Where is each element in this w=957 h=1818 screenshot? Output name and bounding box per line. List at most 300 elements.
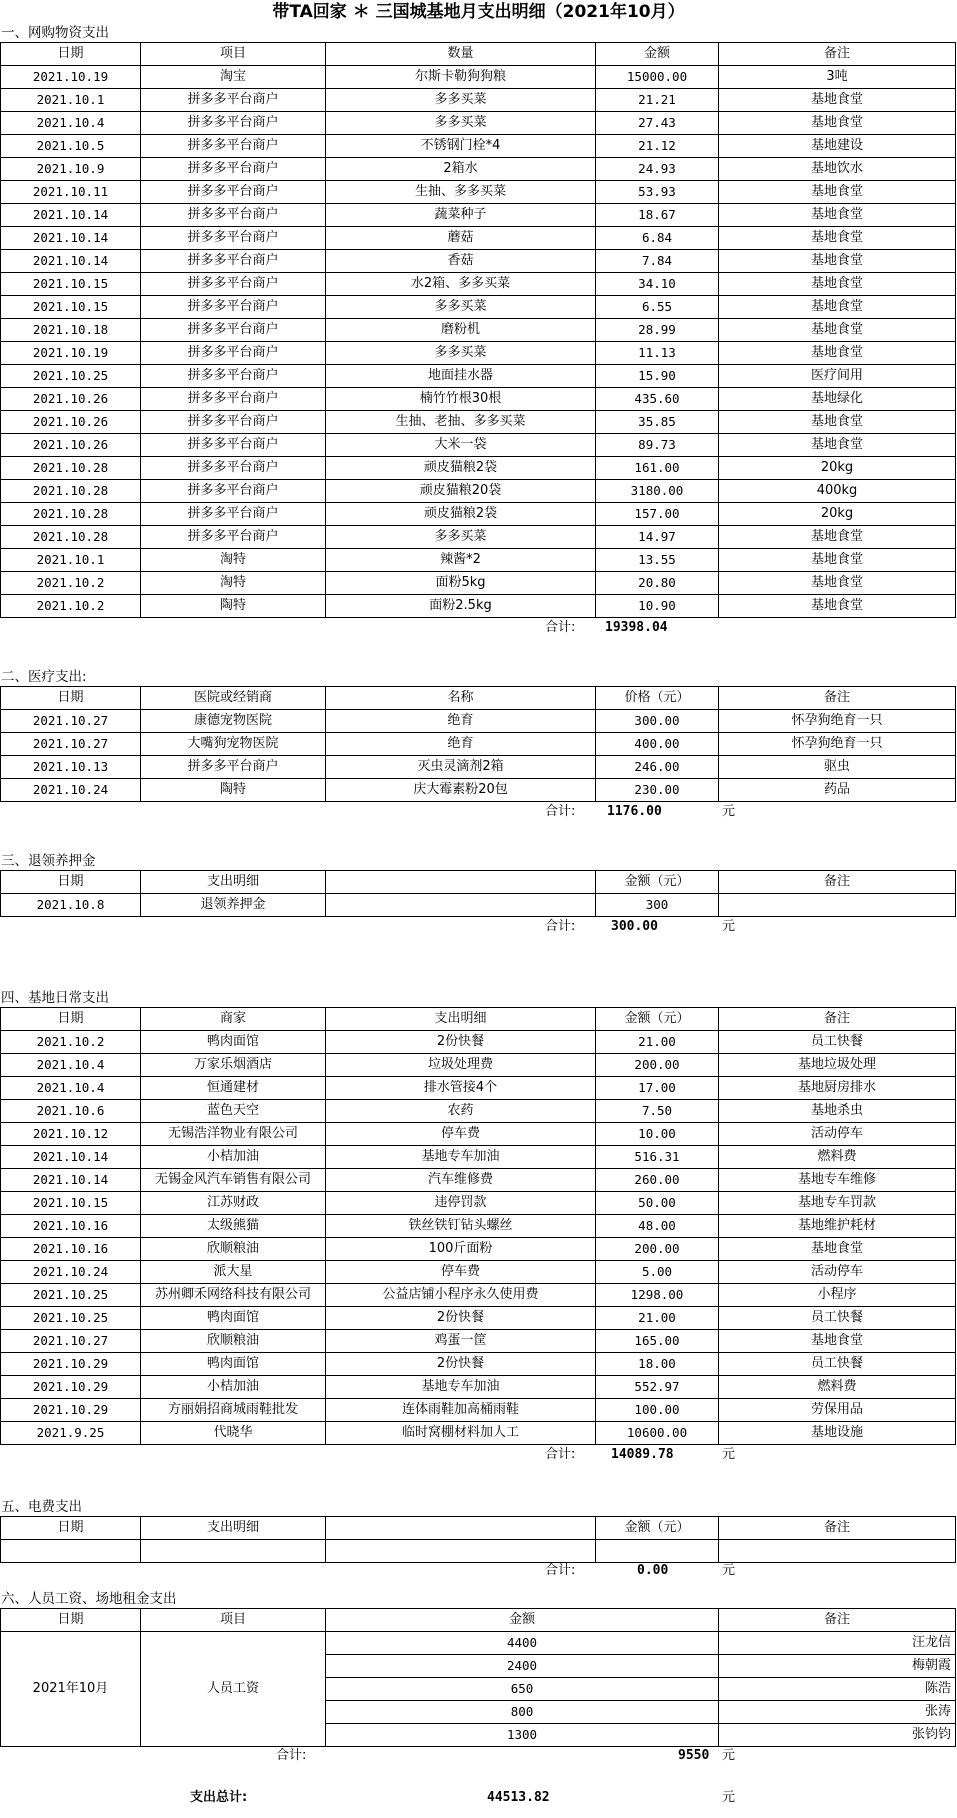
date-cell: 2021.10.27 [1, 733, 141, 756]
column-header: 日期 [1, 1517, 141, 1540]
detail-cell: 绝育 [326, 710, 596, 733]
column-header: 项目 [141, 43, 326, 66]
amount-cell: 161.00 [596, 457, 719, 480]
amount-cell: 10.90 [596, 595, 719, 618]
vendor-cell: 淘特 [141, 549, 326, 572]
amount-cell: 10600.00 [596, 1422, 719, 1445]
sec2-total-unit: 元 [722, 804, 736, 819]
note-cell: 基地绿化 [719, 388, 956, 411]
vendor-cell: 拼多多平台商户 [141, 273, 326, 296]
detail-cell: 基地专车加油 [326, 1376, 596, 1399]
note-cell: 基地食堂 [719, 319, 956, 342]
detail-cell: 2份快餐 [326, 1307, 596, 1330]
table-row [1, 1353, 956, 1376]
column-header: 日期 [1, 43, 141, 66]
header-row [1, 687, 956, 710]
table-row [1, 250, 956, 273]
date-cell: 2021.10.14 [1, 1146, 141, 1169]
detail-cell: 尔斯卡勒狗狗粮 [326, 66, 596, 89]
vendor-cell: 拼多多平台商户 [141, 756, 326, 779]
table-row [1, 503, 956, 526]
date-cell: 2021.10.2 [1, 572, 141, 595]
vendor-cell: 恒通建材 [141, 1077, 326, 1100]
table-row [1, 1192, 956, 1215]
detail-cell: 面粉5kg [326, 572, 596, 595]
table-row [1, 388, 956, 411]
detail-cell: 水2箱、多多买菜 [326, 273, 596, 296]
detail-cell: 多多买菜 [326, 89, 596, 112]
amount-cell: 165.00 [596, 1330, 719, 1353]
vendor-cell [141, 1540, 326, 1563]
header-row [1, 1517, 956, 1540]
vendor-cell: 拼多多平台商户 [141, 158, 326, 181]
amount-cell: 4400 [326, 1632, 719, 1655]
table-row [1, 1169, 956, 1192]
amount-cell: 200.00 [596, 1238, 719, 1261]
grand-total-label: 支出总计: [190, 1790, 248, 1805]
vendor-cell: 蓝色天空 [141, 1100, 326, 1123]
note-cell: 药品 [719, 779, 956, 802]
note-cell: 梅朝霞 [719, 1655, 956, 1678]
note-cell: 员工快餐 [719, 1353, 956, 1376]
amount-cell: 10.00 [596, 1123, 719, 1146]
vendor-cell: 拼多多平台商户 [141, 526, 326, 549]
detail-cell: 辣酱*2 [326, 549, 596, 572]
sec6-total-unit: 元 [722, 1748, 736, 1763]
note-cell: 基地维护耗材 [719, 1215, 956, 1238]
table-row [1, 227, 956, 250]
date-cell: 2021.10.27 [1, 710, 141, 733]
amount-cell: 1298.00 [596, 1284, 719, 1307]
sec6-total-value: 9550 [678, 1748, 710, 1763]
vendor-cell: 苏州卿禾网络科技有限公司 [141, 1284, 326, 1307]
vendor-cell: 陶特 [141, 595, 326, 618]
wages-rent-table [0, 1608, 956, 1747]
date-cell: 2021.10.15 [1, 1192, 141, 1215]
header-row [1, 1609, 956, 1632]
column-header: 日期 [1, 687, 141, 710]
amount-cell: 6.55 [596, 296, 719, 319]
table-row [1, 1054, 956, 1077]
detail-cell: 生抽、老抽、多多买菜 [326, 411, 596, 434]
date-cell: 2021.10.28 [1, 480, 141, 503]
detail-cell: 汽车维修费 [326, 1169, 596, 1192]
sec1-total-value: 19398.04 [605, 620, 668, 635]
column-header: 备注 [719, 1609, 956, 1632]
section-heading-wages-rent: 六、人员工资、场地租金支出 [1, 1591, 177, 1607]
date-cell: 2021.10.13 [1, 756, 141, 779]
date-cell: 2021.10.18 [1, 319, 141, 342]
detail-cell: 不锈钢门栓*4 [326, 135, 596, 158]
amount-cell: 35.85 [596, 411, 719, 434]
detail-cell: 公益店铺小程序永久使用费 [326, 1284, 596, 1307]
date-cell: 2021.9.25 [1, 1422, 141, 1445]
table-row [1, 1261, 956, 1284]
detail-cell: 磨粉机 [326, 319, 596, 342]
amount-cell: 28.99 [596, 319, 719, 342]
date-cell: 2021.10.19 [1, 342, 141, 365]
note-cell: 基地食堂 [719, 89, 956, 112]
vendor-cell: 拼多多平台商户 [141, 296, 326, 319]
note-cell: 3吨 [719, 66, 956, 89]
detail-cell: 多多买菜 [326, 296, 596, 319]
column-header: 备注 [719, 43, 956, 66]
date-cell: 2021.10.28 [1, 526, 141, 549]
amount-cell: 2400 [326, 1655, 719, 1678]
table-row [1, 1031, 956, 1054]
note-cell: 基地食堂 [719, 411, 956, 434]
date-cell: 2021.10.1 [1, 89, 141, 112]
note-cell: 基地食堂 [719, 572, 956, 595]
sec4-total-label: 合计: [545, 1447, 576, 1462]
column-header [326, 871, 596, 894]
note-cell: 活动停车 [719, 1261, 956, 1284]
date-cell: 2021.10.14 [1, 250, 141, 273]
note-cell: 医疗间用 [719, 365, 956, 388]
detail-cell: 面粉2.5kg [326, 595, 596, 618]
note-cell: 基地食堂 [719, 296, 956, 319]
detail-cell: 香菇 [326, 250, 596, 273]
section-heading-deposit-refund: 三、退领养押金 [1, 853, 96, 869]
amount-cell: 34.10 [596, 273, 719, 296]
date-cell: 2021.10.9 [1, 158, 141, 181]
vendor-cell: 拼多多平台商户 [141, 365, 326, 388]
amount-cell: 7.50 [596, 1100, 719, 1123]
note-cell: 基地建设 [719, 135, 956, 158]
table-row [1, 1632, 956, 1655]
detail-cell: 违停罚款 [326, 1192, 596, 1215]
note-cell: 基地食堂 [719, 1330, 956, 1353]
amount-cell: 200.00 [596, 1054, 719, 1077]
detail-cell: 灭虫灵滴剂2箱 [326, 756, 596, 779]
sec1-total-label: 合计: [545, 620, 576, 635]
column-header: 商家 [141, 1008, 326, 1031]
detail-cell: 鸡蛋一筐 [326, 1330, 596, 1353]
note-cell: 怀孕狗绝育一只 [719, 710, 956, 733]
note-cell: 基地食堂 [719, 595, 956, 618]
date-cell: 2021.10.27 [1, 1330, 141, 1353]
column-header: 日期 [1, 871, 141, 894]
note-cell: 基地食堂 [719, 526, 956, 549]
date-cell: 2021.10.11 [1, 181, 141, 204]
date-cell: 2021.10.12 [1, 1123, 141, 1146]
table-row [1, 1238, 956, 1261]
table-row [1, 319, 956, 342]
date-cell: 2021.10.6 [1, 1100, 141, 1123]
detail-cell: 多多买菜 [326, 342, 596, 365]
note-cell: 张钧钧 [719, 1724, 956, 1747]
item-cell: 人员工资 [141, 1632, 326, 1747]
detail-cell: 多多买菜 [326, 112, 596, 135]
table-row [1, 756, 956, 779]
note-cell: 员工快餐 [719, 1031, 956, 1054]
vendor-cell: 欣顺粮油 [141, 1330, 326, 1353]
medical-table [0, 686, 956, 802]
detail-cell: 停车费 [326, 1123, 596, 1146]
amount-cell: 48.00 [596, 1215, 719, 1238]
vendor-cell: 小桔加油 [141, 1146, 326, 1169]
date-cell: 2021.10.25 [1, 365, 141, 388]
header-row [1, 1008, 956, 1031]
date-cell: 2021.10.15 [1, 273, 141, 296]
amount-cell: 15000.00 [596, 66, 719, 89]
date-cell: 2021.10.29 [1, 1399, 141, 1422]
note-cell: 20kg [719, 457, 956, 480]
amount-cell: 435.60 [596, 388, 719, 411]
amount-cell: 21.00 [596, 1031, 719, 1054]
column-header: 支出明细 [141, 871, 326, 894]
date-cell [1, 1540, 141, 1563]
vendor-cell: 拼多多平台商户 [141, 434, 326, 457]
note-cell: 驱虫 [719, 756, 956, 779]
date-cell: 2021.10.14 [1, 204, 141, 227]
detail-cell: 100斤面粉 [326, 1238, 596, 1261]
date-cell: 2021.10.16 [1, 1215, 141, 1238]
table-row [1, 112, 956, 135]
vendor-cell: 无锡浩洋物业有限公司 [141, 1123, 326, 1146]
date-cell: 2021.10.28 [1, 503, 141, 526]
table-row [1, 1215, 956, 1238]
table-row [1, 1376, 956, 1399]
date-cell: 2021.10.29 [1, 1376, 141, 1399]
vendor-cell: 拼多多平台商户 [141, 319, 326, 342]
table-row [1, 135, 956, 158]
amount-cell: 100.00 [596, 1399, 719, 1422]
column-header: 备注 [719, 1517, 956, 1540]
detail-cell: 绝育 [326, 733, 596, 756]
amount-cell: 24.93 [596, 158, 719, 181]
amount-cell: 300.00 [596, 710, 719, 733]
note-cell: 张涛 [719, 1701, 956, 1724]
date-cell: 2021.10.4 [1, 1054, 141, 1077]
amount-cell: 21.00 [596, 1307, 719, 1330]
column-header: 日期 [1, 1008, 141, 1031]
table-row [1, 1077, 956, 1100]
column-header: 日期 [1, 1609, 141, 1632]
table-row [1, 779, 956, 802]
table-row [1, 549, 956, 572]
column-header: 金额（元） [596, 871, 719, 894]
note-cell: 基地食堂 [719, 250, 956, 273]
online-purchases-table [0, 42, 956, 618]
table-row [1, 1330, 956, 1353]
date-cell: 2021.10.15 [1, 296, 141, 319]
vendor-cell: 拼多多平台商户 [141, 342, 326, 365]
table-row [1, 1123, 956, 1146]
note-cell: 400kg [719, 480, 956, 503]
amount-cell: 650 [326, 1678, 719, 1701]
amount-cell: 516.31 [596, 1146, 719, 1169]
note-cell: 小程序 [719, 1284, 956, 1307]
amount-cell: 157.00 [596, 503, 719, 526]
date-cell: 2021.10.4 [1, 1077, 141, 1100]
table-row [1, 434, 956, 457]
vendor-cell: 拼多多平台商户 [141, 227, 326, 250]
amount-cell: 18.00 [596, 1353, 719, 1376]
detail-cell: 排水管接4个 [326, 1077, 596, 1100]
column-header: 备注 [719, 687, 956, 710]
column-header [326, 1517, 596, 1540]
detail-cell [326, 894, 596, 917]
table-row [1, 181, 956, 204]
vendor-cell: 陶特 [141, 779, 326, 802]
detail-cell: 大米一袋 [326, 434, 596, 457]
sec4-total-unit: 元 [722, 1447, 736, 1462]
vendor-cell: 方丽娟招商城雨鞋批发 [141, 1399, 326, 1422]
detail-cell: 基地专车加油 [326, 1146, 596, 1169]
table-row [1, 1146, 956, 1169]
sec5-total-unit: 元 [722, 1563, 736, 1578]
table-row [1, 158, 956, 181]
vendor-cell: 太级熊猫 [141, 1215, 326, 1238]
table-row [1, 894, 956, 917]
date-cell: 2021.10.25 [1, 1307, 141, 1330]
amount-cell: 1300 [326, 1724, 719, 1747]
table-row [1, 1100, 956, 1123]
note-cell: 怀孕狗绝育一只 [719, 733, 956, 756]
table-row [1, 273, 956, 296]
electricity-table [0, 1516, 956, 1563]
note-cell: 基地专车维修 [719, 1169, 956, 1192]
date-cell: 2021年10月 [1, 1632, 141, 1747]
detail-cell: 顽皮猫粮2袋 [326, 457, 596, 480]
date-cell: 2021.10.14 [1, 227, 141, 250]
amount-cell: 15.90 [596, 365, 719, 388]
vendor-cell: 拼多多平台商户 [141, 135, 326, 158]
amount-cell: 89.73 [596, 434, 719, 457]
note-cell: 基地设施 [719, 1422, 956, 1445]
grand-total-unit: 元 [722, 1790, 736, 1805]
table-row [1, 365, 956, 388]
amount-cell: 260.00 [596, 1169, 719, 1192]
table-row [1, 480, 956, 503]
vendor-cell: 退领养押金 [141, 894, 326, 917]
vendor-cell: 鸭肉面馆 [141, 1031, 326, 1054]
amount-cell: 5.00 [596, 1261, 719, 1284]
detail-cell: 蔬菜种子 [326, 204, 596, 227]
note-cell: 基地厨房排水 [719, 1077, 956, 1100]
amount-cell: 27.43 [596, 112, 719, 135]
date-cell: 2021.10.28 [1, 457, 141, 480]
sec6-total-label: 合计: [276, 1748, 307, 1763]
detail-cell: 地面挂水器 [326, 365, 596, 388]
note-cell: 基地食堂 [719, 273, 956, 296]
column-header: 备注 [719, 1008, 956, 1031]
vendor-cell: 大嘴狗宠物医院 [141, 733, 326, 756]
amount-cell: 400.00 [596, 733, 719, 756]
detail-cell: 2份快餐 [326, 1353, 596, 1376]
detail-cell: 垃圾处理费 [326, 1054, 596, 1077]
detail-cell: 生抽、多多买菜 [326, 181, 596, 204]
vendor-cell: 拼多多平台商户 [141, 112, 326, 135]
vendor-cell: 鸭肉面馆 [141, 1353, 326, 1376]
date-cell: 2021.10.19 [1, 66, 141, 89]
amount-cell: 11.13 [596, 342, 719, 365]
amount-cell: 14.97 [596, 526, 719, 549]
vendor-cell: 鸭肉面馆 [141, 1307, 326, 1330]
note-cell: 基地饮水 [719, 158, 956, 181]
table-row [1, 66, 956, 89]
note-cell: 基地食堂 [719, 181, 956, 204]
table-row [1, 595, 956, 618]
detail-cell: 顽皮猫粮20袋 [326, 480, 596, 503]
column-header: 金额 [596, 43, 719, 66]
note-cell: 基地食堂 [719, 549, 956, 572]
note-cell: 基地食堂 [719, 204, 956, 227]
note-cell [719, 1540, 956, 1563]
vendor-cell: 淘特 [141, 572, 326, 595]
date-cell: 2021.10.24 [1, 779, 141, 802]
vendor-cell: 拼多多平台商户 [141, 480, 326, 503]
daily-expenses-table [0, 1007, 956, 1445]
table-row [1, 342, 956, 365]
date-cell: 2021.10.16 [1, 1238, 141, 1261]
note-cell: 20kg [719, 503, 956, 526]
table-row [1, 89, 956, 112]
note-cell: 活动停车 [719, 1123, 956, 1146]
sec3-total-unit: 元 [722, 919, 736, 934]
date-cell: 2021.10.26 [1, 411, 141, 434]
date-cell: 2021.10.2 [1, 595, 141, 618]
amount-cell: 21.12 [596, 135, 719, 158]
date-cell: 2021.10.2 [1, 1031, 141, 1054]
note-cell: 基地食堂 [719, 342, 956, 365]
date-cell: 2021.10.24 [1, 1261, 141, 1284]
section-heading-electricity: 五、电费支出 [1, 1499, 82, 1515]
vendor-cell: 欣顺粮油 [141, 1238, 326, 1261]
vendor-cell: 拼多多平台商户 [141, 204, 326, 227]
sec4-total-value: 14089.78 [611, 1447, 674, 1462]
detail-cell: 铁丝铁钉钻头螺丝 [326, 1215, 596, 1238]
section-heading-online-purchases: 一、网购物资支出 [1, 25, 109, 41]
note-cell: 员工快餐 [719, 1307, 956, 1330]
column-header: 支出明细 [326, 1008, 596, 1031]
note-cell [719, 894, 956, 917]
table-row [1, 296, 956, 319]
vendor-cell: 拼多多平台商户 [141, 89, 326, 112]
note-cell: 基地杀虫 [719, 1100, 956, 1123]
table-row [1, 1399, 956, 1422]
vendor-cell: 万家乐烟酒店 [141, 1054, 326, 1077]
detail-cell: 连体雨鞋加高桶雨鞋 [326, 1399, 596, 1422]
detail-cell: 2箱水 [326, 158, 596, 181]
vendor-cell: 江苏财政 [141, 1192, 326, 1215]
vendor-cell: 拼多多平台商户 [141, 411, 326, 434]
table-row [1, 1307, 956, 1330]
date-cell: 2021.10.5 [1, 135, 141, 158]
detail-cell: 多多买菜 [326, 526, 596, 549]
column-header: 价格（元） [596, 687, 719, 710]
note-cell: 燃料费 [719, 1376, 956, 1399]
sec2-total-value: 1176.00 [607, 804, 662, 819]
section-heading-daily-expenses: 四、基地日常支出 [1, 990, 109, 1006]
date-cell: 2021.10.26 [1, 434, 141, 457]
grand-total-value: 44513.82 [487, 1790, 550, 1805]
table-row [1, 733, 956, 756]
column-header: 金额 [326, 1609, 719, 1632]
column-header: 支出明细 [141, 1517, 326, 1540]
detail-cell: 顽皮猫粮2袋 [326, 503, 596, 526]
sec3-total-value: 300.00 [611, 919, 658, 934]
amount-cell: 7.84 [596, 250, 719, 273]
date-cell: 2021.10.1 [1, 549, 141, 572]
vendor-cell: 小桔加油 [141, 1376, 326, 1399]
detail-cell: 蘑菇 [326, 227, 596, 250]
column-header: 医院或经销商 [141, 687, 326, 710]
note-cell: 基地食堂 [719, 1238, 956, 1261]
sec5-total-value: 0.00 [637, 1563, 669, 1578]
date-cell: 2021.10.25 [1, 1284, 141, 1307]
